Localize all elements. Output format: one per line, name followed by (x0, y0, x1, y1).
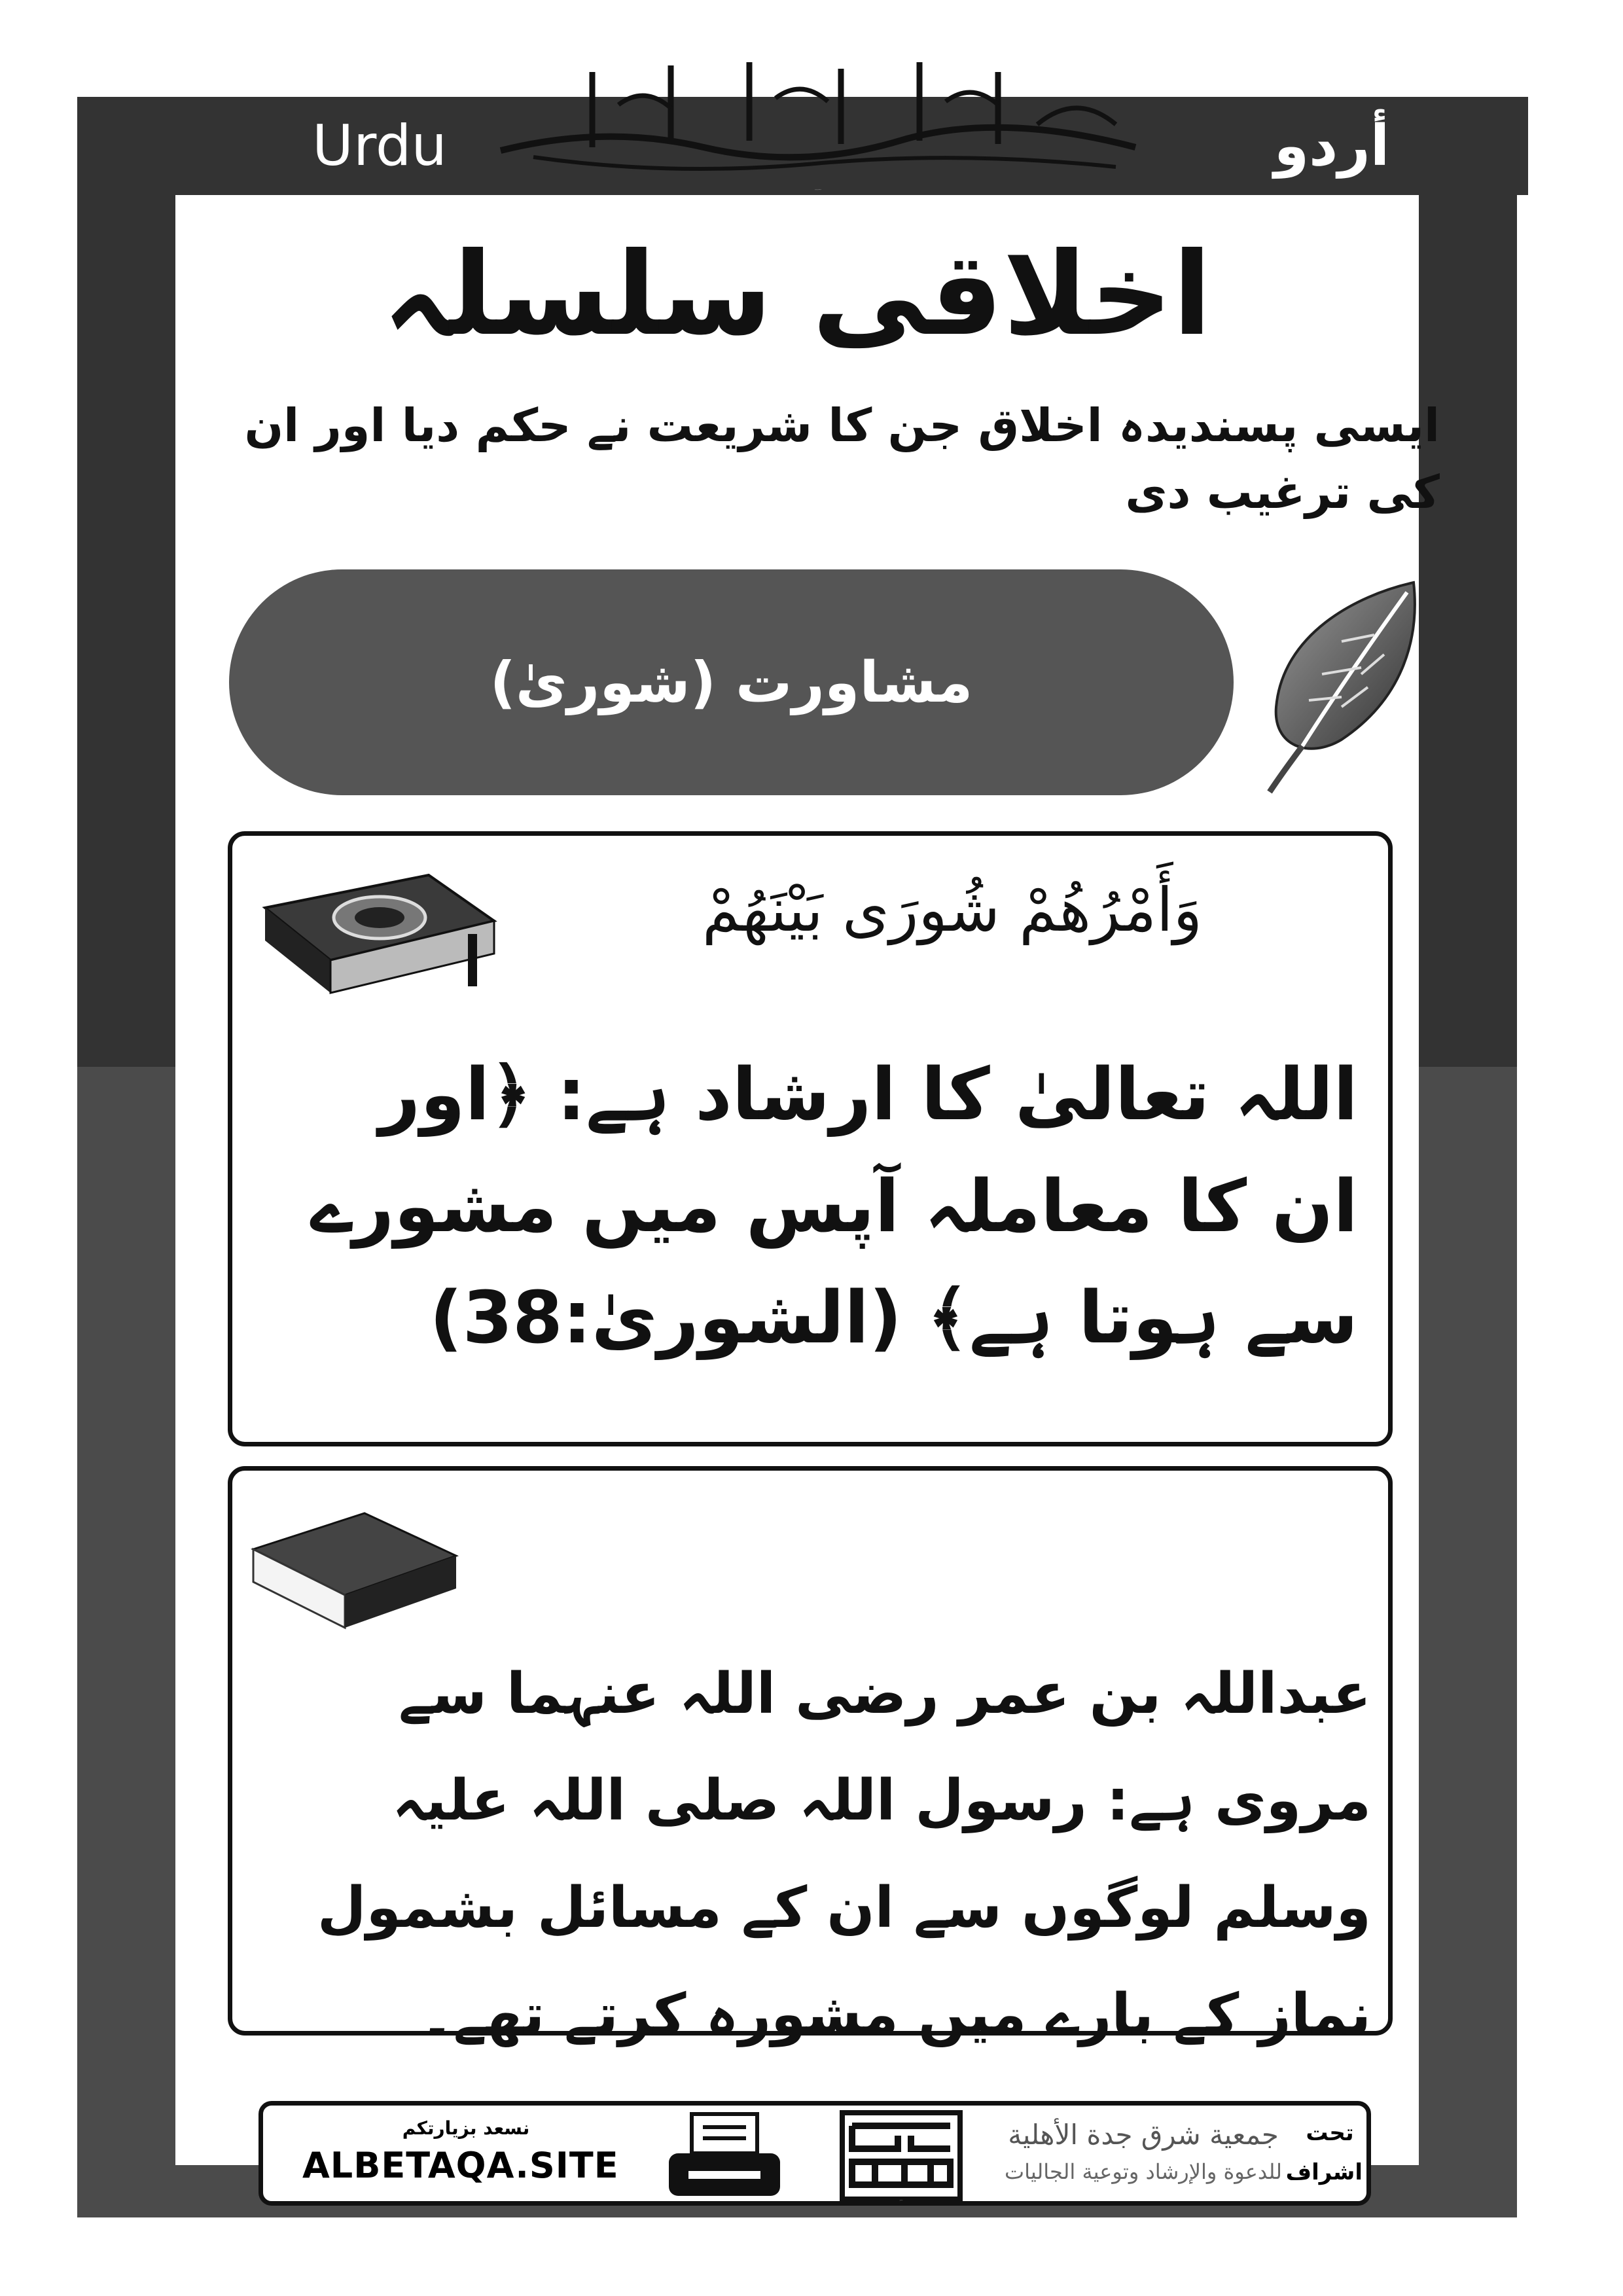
quran-book-icon (252, 862, 501, 1006)
basmala-calligraphy (474, 26, 1162, 196)
topic-label: مشاورت (شوریٰ) (490, 649, 973, 715)
svg-text:دعوة الورقة: دعوة الورقة (899, 2200, 903, 2201)
topic-banner (229, 569, 1234, 795)
verse-box (228, 831, 1393, 1446)
hadith-box (228, 1466, 1393, 2048)
language-tab-english: Urdu (183, 97, 576, 195)
association-name: جمعية شرق جدة الأهلية (1008, 2119, 1279, 2151)
book-icon (247, 1503, 463, 1634)
website-link[interactable]: ALBETAQA.SITE (302, 2145, 619, 2186)
page-subtitle: ایسی پسندیدہ اخلاق جن کا شریعت نے حکم دیا اور ان کی ترغیب دی (244, 399, 1440, 519)
quran-verse-arabic: وَأَمْرُهُمْ شُورَى بَيْنَهُمْ (702, 875, 1203, 945)
supervision-label-1: تحت (1306, 2120, 1354, 2146)
hadith-text: عبداللہ بن عمر رضی اللہ عنہما سے مروی ہے: رسول اللہ صلی اللہ علیہ وسلم لوگوں سے ان کے مسائل بشمول نماز کے بارے میں مشورہ کرتے تھے۔ (317, 1661, 1371, 2048)
footer-bar (259, 2101, 1371, 2206)
association-subtitle: للدعوة والإرشاد وتوعية الجاليات (1004, 2159, 1283, 2184)
printer-icon[interactable] (662, 2111, 787, 2202)
page-title: اخلاقی سلسلہ (382, 228, 1212, 361)
language-tab-arabic: أردو (1135, 97, 1528, 195)
leaf-icon (1257, 576, 1427, 798)
dawah-logo (839, 2109, 963, 2202)
footer-tagline: نسعد بزيارتكم (402, 2117, 530, 2139)
supervision-label-2: اشراف (1285, 2159, 1363, 2185)
verse-translation: اللہ تعالیٰ کا ارشاد ہے: ﴿اور ان کا معاملہ آپس میں مشورے سے ہوتا ہے﴾ (الشوریٰ:38) (310, 1052, 1358, 1359)
